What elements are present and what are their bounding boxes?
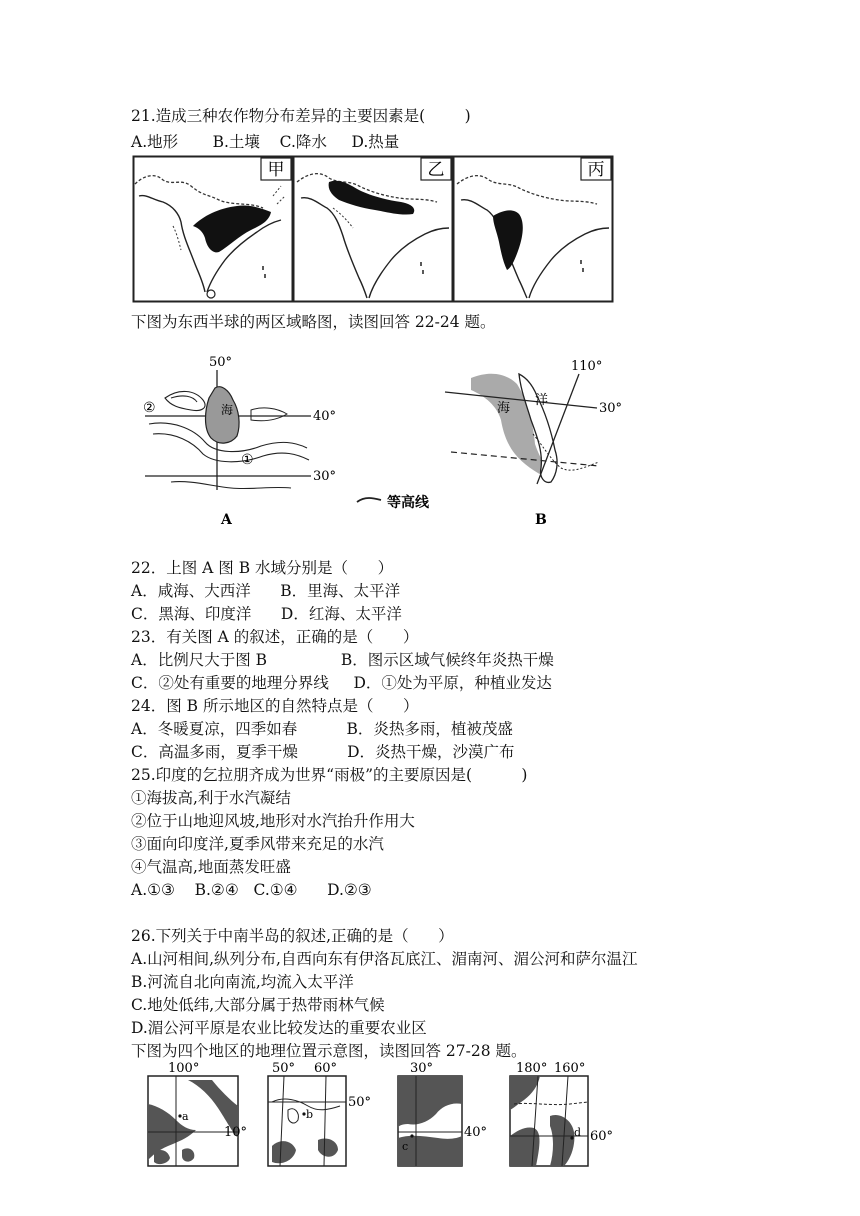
- map-yi-label: 乙: [427, 160, 445, 180]
- contour-legend-label: 等高线: [387, 495, 429, 511]
- q25-statement-4: ④气温高,地面蒸发旺盛: [131, 858, 291, 876]
- contour-legend: [357, 494, 430, 511]
- q23-stem: 23．有关图 A 的叙述，正确的是（ ）: [131, 628, 419, 646]
- region-maps-ab: [131, 350, 631, 530]
- q25-statement-1: ①海拔高,利于水汽凝结: [131, 789, 291, 807]
- fig-a-marker-1: ①: [241, 452, 254, 468]
- q26-option-b: B.河流自北向南流,均流入太平洋: [131, 973, 354, 991]
- q22-option-row-1: A．咸海、大西洋 B．里海、太平洋: [131, 582, 401, 600]
- q25-options: A.①③ B.②④ C.①④ D.②③: [131, 881, 372, 899]
- fig-b-110-label: 110°: [571, 359, 603, 374]
- q22-option-row-2: C．黑海、印度洋 D．红海、太平洋: [131, 605, 402, 623]
- intro-27-28: 下图为四个地区的地理位置示意图，读图回答 27-28 题。: [131, 1042, 527, 1060]
- q25-statement-3: ③面向印度洋,夏季风带来充足的水汽: [131, 835, 384, 853]
- figure-b: [445, 359, 622, 528]
- q25-statement-2: ②位于山地迎风坡,地形对水汽抬升作用大: [131, 812, 415, 830]
- map-jia-label: 甲: [267, 160, 285, 180]
- fig-b-caption: B: [535, 512, 547, 528]
- q24-option-row-1: A．冬暖夏凉，四季如春 B．炎热多雨，植被茂盛: [131, 720, 513, 738]
- region-map-d-lon-2: 160°: [554, 1061, 586, 1076]
- region-map-b-lon-1: 50°: [272, 1061, 296, 1076]
- fig-a-sea-label: 海: [221, 403, 234, 417]
- region-map-c-lon: 30°: [410, 1061, 434, 1076]
- region-map-d-lon-1: 180°: [516, 1061, 548, 1076]
- q23-option-row-2: C．②处有重要的地理分界线 D．①处为平原，种植业发达: [131, 674, 552, 692]
- fig-a-marker-2: ②: [143, 400, 156, 416]
- region-map-c-point: c: [402, 1140, 409, 1153]
- region-map-b-lat: 50°: [348, 1095, 372, 1110]
- q26-option-a: A.山河相间,纵列分布,自西向东有伊洛瓦底江、湄南河、湄公河和萨尔温江: [131, 950, 638, 968]
- q24-option-row-2: C．高温多雨，夏季干燥 D．炎热干燥，沙漠广布: [131, 743, 515, 761]
- region-map-a: [148, 1061, 247, 1166]
- q26-option-c: C.地处低纬,大部分属于热带雨林气候: [131, 996, 385, 1014]
- fig-b-sea-label-2: 洋: [535, 393, 549, 408]
- intro-22-24: 下图为东西半球的两区域略图，读图回答 22-24 题。: [131, 313, 496, 331]
- fig-a-50-label: 50°: [209, 355, 233, 370]
- q25-stem: 25.印度的乞拉朋齐成为世界“雨极”的主要原因是( ): [131, 766, 528, 784]
- fig-a-40-label: 40°: [313, 409, 337, 424]
- q21-options: A.地形 B.土壤 C.降水 D.热量: [131, 133, 400, 151]
- fig-b-30-label: 30°: [599, 401, 623, 416]
- four-region-maps: [140, 1060, 614, 1176]
- fig-a-caption: A: [221, 512, 232, 528]
- q22-stem: 22．上图 A 图 B 水域分别是（ ）: [131, 559, 394, 577]
- region-map-c: [398, 1061, 487, 1166]
- region-map-b-lon-2: 60°: [314, 1061, 338, 1076]
- region-map-d-point: d: [574, 1126, 582, 1139]
- india-crop-maps: [133, 156, 614, 302]
- region-map-c-lat: 40°: [464, 1125, 488, 1140]
- region-map-b-point: b: [306, 1108, 314, 1121]
- region-map-a-point: a: [182, 1110, 189, 1123]
- region-map-b: [268, 1061, 371, 1166]
- figure-a: [143, 355, 336, 528]
- q21-stem: 21.造成三种农作物分布差异的主要因素是( ): [131, 107, 471, 125]
- q26-option-d: D.湄公河平原是农业比较发达的重要农业区: [131, 1019, 427, 1037]
- region-map-d-lat: 60°: [590, 1129, 614, 1144]
- region-map-a-lat: 10°: [224, 1125, 248, 1140]
- fig-a-30-label: 30°: [313, 469, 337, 484]
- q24-stem: 24．图 B 所示地区的自然特点是（ ）: [131, 697, 419, 715]
- fig-b-sea-label-1: 海: [497, 401, 511, 416]
- q26-stem: 26.下列关于中南半岛的叙述,正确的是（ ）: [131, 927, 454, 945]
- region-map-a-lon: 100°: [168, 1061, 200, 1076]
- q23-option-row-1: A．比例尺大于图 B B．图示区域气候终年炎热干燥: [131, 651, 554, 669]
- region-map-d: [510, 1061, 613, 1166]
- map-bing-label: 丙: [587, 160, 605, 180]
